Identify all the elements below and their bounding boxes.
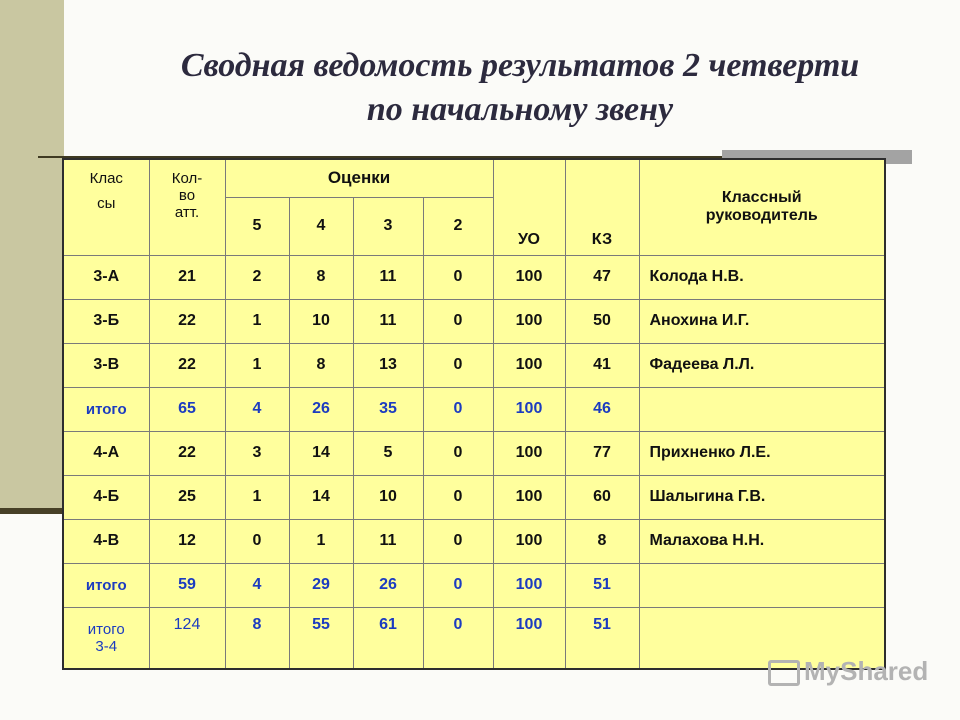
- cell-grade-3: 11: [353, 255, 423, 299]
- cell-class-line1: итого: [87, 620, 125, 638]
- header-class: [63, 159, 149, 255]
- cell-uo: 100: [493, 431, 565, 475]
- cell-count: 25: [149, 475, 225, 519]
- results-table-wrapper: [62, 158, 886, 670]
- cell-class: 3-В: [63, 343, 149, 387]
- table-row: [63, 343, 885, 387]
- cell-grade-4: 8: [289, 255, 353, 299]
- cell-count: 12: [149, 519, 225, 563]
- cell-class: 3-А: [63, 255, 149, 299]
- results-table: [62, 158, 886, 670]
- cell-uo: 100: [493, 255, 565, 299]
- cell-teacher: Фадеева Л.Л.: [639, 343, 885, 387]
- cell-grade-4: 14: [289, 431, 353, 475]
- cell-grade-3: 11: [353, 519, 423, 563]
- cell-kz: 60: [565, 475, 639, 519]
- cell-grade-2: 0: [423, 475, 493, 519]
- cell-kz: 51: [565, 563, 639, 607]
- cell-teacher: Шалыгина Г.В.: [639, 475, 885, 519]
- cell-grade-3: 13: [353, 343, 423, 387]
- cell-grade-5: 8: [225, 607, 289, 669]
- title-line-1: Сводная ведомость результатов 2 четверти: [180, 47, 860, 84]
- cell-class: 3-Б: [63, 299, 149, 343]
- header-count-line1: Кол-: [171, 170, 203, 187]
- header-teacher-line1: Классный: [721, 189, 802, 207]
- cell-grade-5: 3: [225, 431, 289, 475]
- cell-uo: 100: [493, 519, 565, 563]
- cell-grade-4: 8: [289, 343, 353, 387]
- cell-class: 4-Б: [63, 475, 149, 519]
- cell-grade-2: 0: [423, 607, 493, 669]
- cell-grade-4: 29: [289, 563, 353, 607]
- cell-grade-4: 1: [289, 519, 353, 563]
- header-kz: КЗ: [565, 159, 639, 255]
- watermark-text: MyShared: [804, 656, 929, 686]
- header-grade-4: 4: [289, 197, 353, 255]
- header-teacher: [639, 159, 885, 255]
- cell-uo: 100: [493, 387, 565, 431]
- header-grade-5: 5: [225, 197, 289, 255]
- cell-grade-2: 0: [423, 299, 493, 343]
- cell-class: 4-А: [63, 431, 149, 475]
- cell-class-line2: 3-4: [95, 637, 118, 655]
- cell-grade-3: 10: [353, 475, 423, 519]
- header-count: [149, 159, 225, 255]
- cell-grade-4: 14: [289, 475, 353, 519]
- decorative-side-bar-edge: [0, 508, 64, 514]
- cell-uo: 100: [493, 563, 565, 607]
- cell-kz: 51: [565, 607, 639, 669]
- grand-total-row: [63, 607, 885, 669]
- cell-grade-5: 2: [225, 255, 289, 299]
- cell-uo: 100: [493, 343, 565, 387]
- cell-teacher: [639, 387, 885, 431]
- cell-grade-3: 11: [353, 299, 423, 343]
- cell-kz: 46: [565, 387, 639, 431]
- cell-kz: 41: [565, 343, 639, 387]
- cell-class: итого: [63, 563, 149, 607]
- cell-count: 59: [149, 563, 225, 607]
- cell-grade-3: 26: [353, 563, 423, 607]
- monitor-icon: [768, 660, 800, 686]
- header-class-line2: сы: [97, 195, 116, 212]
- watermark-logo: [768, 656, 928, 687]
- cell-grade-5: 4: [225, 387, 289, 431]
- cell-kz: 47: [565, 255, 639, 299]
- cell-grade-4: 26: [289, 387, 353, 431]
- table-row: [63, 299, 885, 343]
- header-grade-3: 3: [353, 197, 423, 255]
- cell-grade-2: 0: [423, 343, 493, 387]
- cell-teacher: Малахова Н.Н.: [639, 519, 885, 563]
- cell-class: [63, 607, 149, 669]
- cell-kz: 50: [565, 299, 639, 343]
- cell-class: 4-В: [63, 519, 149, 563]
- cell-teacher: [639, 563, 885, 607]
- cell-count: 22: [149, 299, 225, 343]
- cell-grade-3: 5: [353, 431, 423, 475]
- header-count-line3: атт.: [174, 204, 200, 221]
- cell-grade-4: 55: [289, 607, 353, 669]
- page-title: [90, 44, 950, 132]
- cell-grade-2: 0: [423, 519, 493, 563]
- cell-grade-5: 1: [225, 299, 289, 343]
- cell-grade-3: 35: [353, 387, 423, 431]
- title-line-2: по начальному звену: [366, 91, 674, 128]
- header-class-line1: Клас: [89, 170, 123, 187]
- table-row: [63, 519, 885, 563]
- cell-class: итого: [63, 387, 149, 431]
- cell-count: 21: [149, 255, 225, 299]
- cell-count: 22: [149, 431, 225, 475]
- cell-uo: 100: [493, 299, 565, 343]
- table-row: [63, 431, 885, 475]
- total-row: [63, 387, 885, 431]
- cell-count: 65: [149, 387, 225, 431]
- cell-kz: 8: [565, 519, 639, 563]
- cell-grade-5: 4: [225, 563, 289, 607]
- cell-grade-5: 1: [225, 475, 289, 519]
- cell-grade-5: 0: [225, 519, 289, 563]
- table-row: [63, 255, 885, 299]
- cell-count: 22: [149, 343, 225, 387]
- cell-grade-2: 0: [423, 387, 493, 431]
- cell-count: 124: [149, 607, 225, 669]
- cell-grade-5: 1: [225, 343, 289, 387]
- header-grades: Оценки: [225, 159, 493, 197]
- cell-grade-3: 61: [353, 607, 423, 669]
- cell-grade-2: 0: [423, 431, 493, 475]
- header-grade-2: 2: [423, 197, 493, 255]
- cell-grade-2: 0: [423, 563, 493, 607]
- header-row-1: [63, 159, 885, 197]
- cell-grade-2: 0: [423, 255, 493, 299]
- header-count-line2: во: [178, 187, 196, 204]
- cell-kz: 77: [565, 431, 639, 475]
- header-uo: УО: [493, 159, 565, 255]
- cell-teacher: Анохина И.Г.: [639, 299, 885, 343]
- cell-uo: 100: [493, 475, 565, 519]
- cell-teacher: Прихненко Л.Е.: [639, 431, 885, 475]
- header-teacher-line2: руководитель: [705, 207, 818, 225]
- cell-teacher: Колода Н.В.: [639, 255, 885, 299]
- total-row: [63, 563, 885, 607]
- cell-uo: 100: [493, 607, 565, 669]
- table-row: [63, 475, 885, 519]
- decorative-side-bar: [0, 0, 64, 512]
- cell-grade-4: 10: [289, 299, 353, 343]
